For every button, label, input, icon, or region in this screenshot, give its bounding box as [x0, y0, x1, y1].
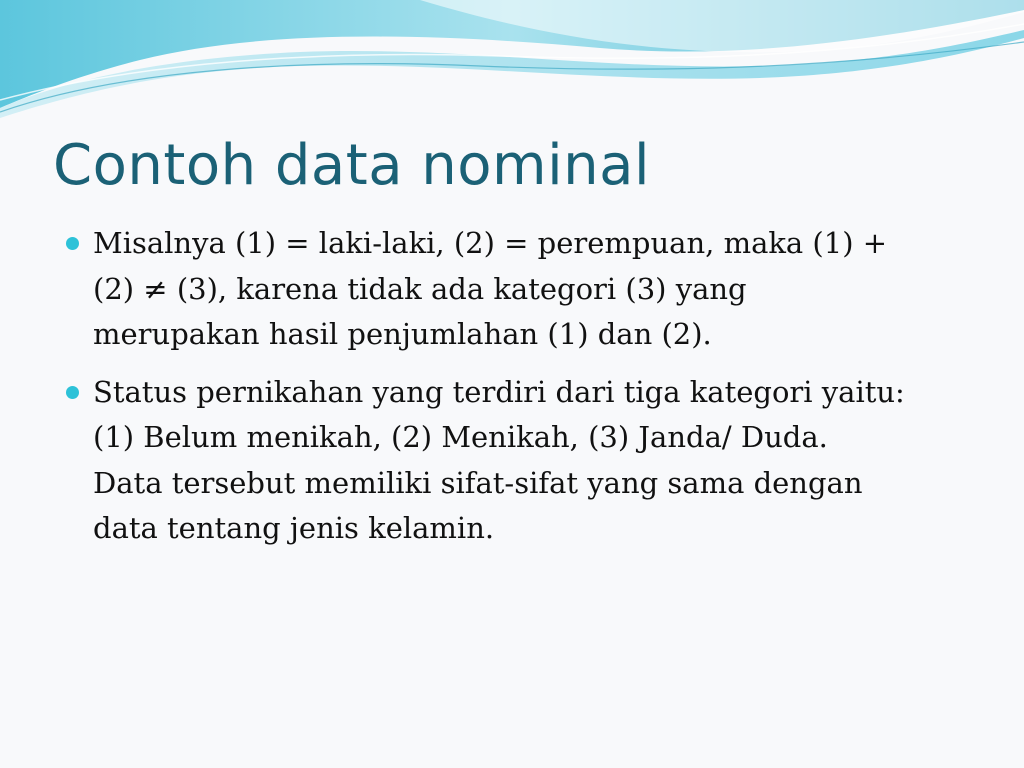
- slide-title: Contoh data nominal: [53, 133, 651, 198]
- bullet-item: [64, 221, 974, 358]
- bullet-line: Misalnya (1) = laki-laki, (2) = perempuan, maka (1) +: [93, 226, 888, 260]
- bullet-dot-icon: [66, 386, 79, 399]
- bullet-dot-icon: [66, 237, 79, 250]
- bullet-line: data tentang jenis kelamin.: [93, 511, 495, 545]
- bullet-list: [64, 221, 974, 564]
- bullet-item: [64, 370, 974, 552]
- header-wave-decoration: [0, 0, 1024, 130]
- bullet-line: merupakan hasil penjumlahan (1) dan (2).: [93, 317, 712, 351]
- bullet-line: (1) Belum menikah, (2) Menikah, (3) Janda/ Duda.: [93, 420, 828, 454]
- bullet-line: Data tersebut memiliki sifat-sifat yang sama dengan: [93, 465, 863, 500]
- bullet-line: Status pernikahan yang terdiri dari tiga kategori yaitu:: [93, 374, 905, 409]
- bullet-line: (2) ≠ (3), karena tidak ada kategori (3) yang: [93, 271, 747, 306]
